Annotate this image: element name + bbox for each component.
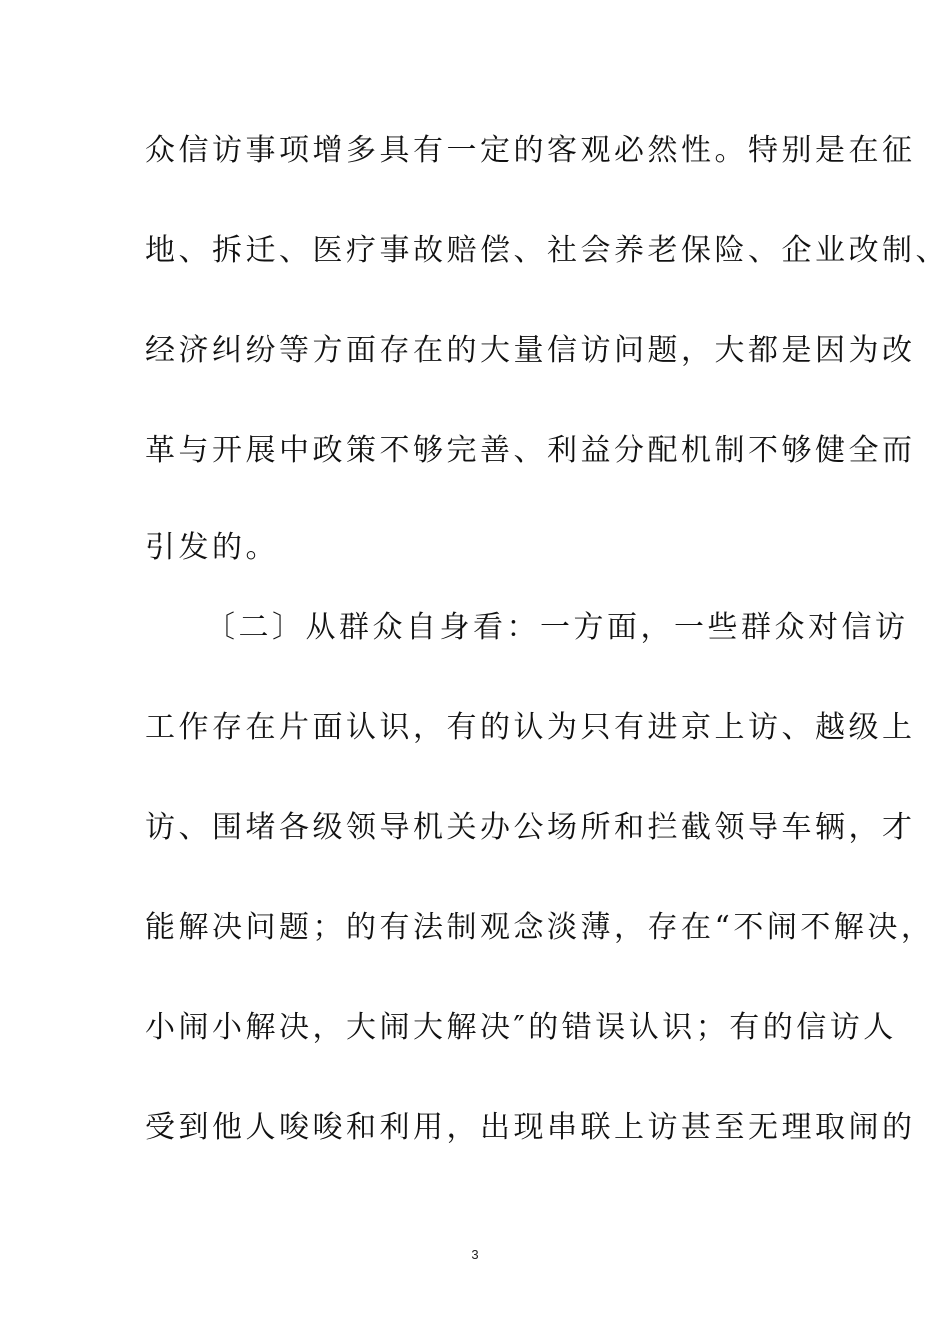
section-heading-line: 〔二〕从群众自身看：一方面，一些群众对信访: [205, 610, 909, 645]
paragraph-line: 受到他人唆唆和利用，出现串联上访甚至无理取闹的: [145, 1110, 916, 1145]
paragraph-line: 经济纠纷等方面存在的大量信访问题，大都是因为改: [145, 333, 916, 368]
paragraph-line: 引发的。: [145, 530, 279, 565]
paragraph-line: 工作存在片面认识，有的认为只有进京上访、越级上: [145, 710, 916, 745]
paragraph-line: 革与开展中政策不够完善、利益分配机制不够健全而: [145, 433, 916, 468]
paragraph-line: 众信访事项增多具有一定的客观必然性。特别是在征: [145, 133, 916, 168]
page-number: 3: [471, 1247, 479, 1262]
paragraph-line: 能解决问题；的有法制观念淡薄，存在“不闹不解决，: [145, 910, 935, 945]
paragraph-line: 地、拆迁、医疗事故赔偿、社会养老保险、企业改制、: [145, 233, 949, 268]
paragraph-line: 访、围堵各级领导机关办公场所和拦截领导车辆，才: [145, 810, 916, 845]
paragraph-line: 小闹小解决，大闹大解决″的错误认识；有的信访人: [145, 1010, 897, 1045]
